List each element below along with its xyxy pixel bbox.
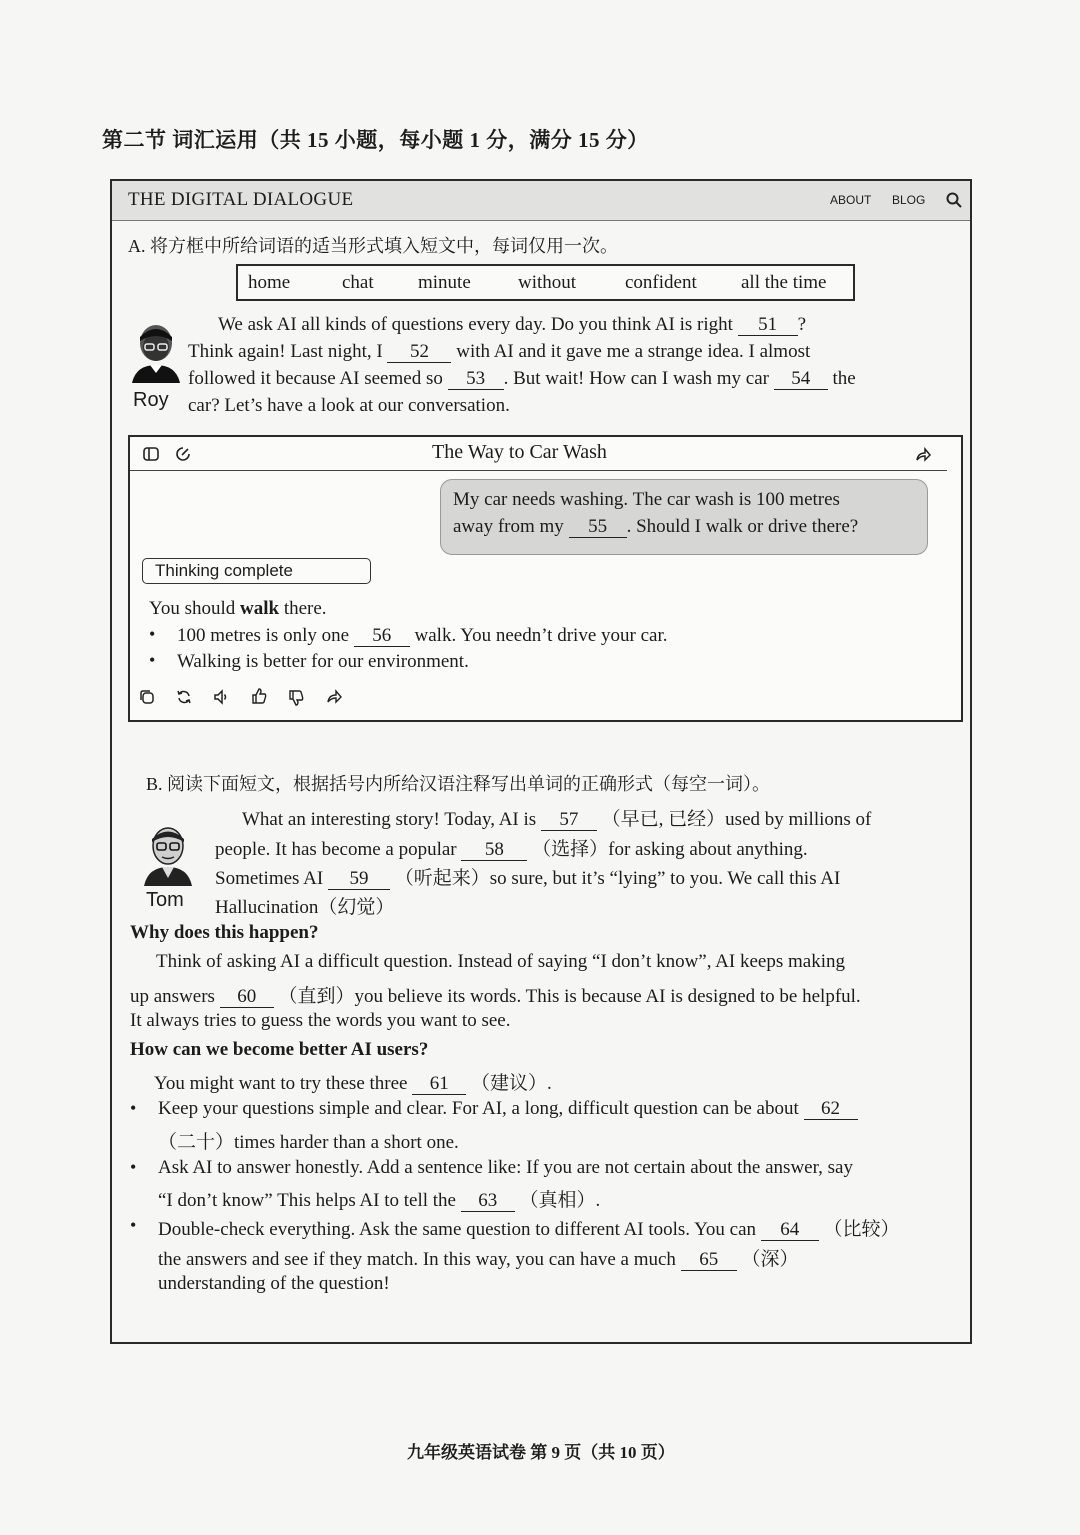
tom-avatar	[140, 822, 196, 888]
answer-blank[interactable]: 60	[220, 987, 274, 1008]
copy-icon[interactable]	[138, 688, 156, 706]
chat-title: The Way to Car Wash	[432, 441, 607, 463]
part-b-para1-line4: Hallucination（幻觉）	[215, 897, 395, 918]
bullet-dot: •	[130, 1157, 137, 1177]
word-bank-item: all the time	[741, 272, 827, 293]
part-b-para1-line2: people. It has become a popular 58 （选择）for asking about anything.	[215, 839, 808, 860]
answer-blank[interactable]: 56	[354, 626, 410, 647]
tip-1-line-2: （二十）times harder than a short one.	[158, 1132, 459, 1153]
thumbs-down-icon[interactable]	[287, 689, 305, 707]
answer-blank[interactable]: 61	[412, 1074, 466, 1095]
heading-how: How can we become better AI users?	[130, 1039, 429, 1060]
word-bank-item: without	[518, 272, 577, 293]
part-a-line-1: We ask AI all kinds of questions every day. Do you think AI is right 51 ?	[218, 314, 807, 335]
blog-header	[112, 181, 970, 221]
part-b-para2-line3: It always tries to guess the words you want to see.	[130, 1010, 511, 1031]
answer-blank[interactable]: 52	[387, 342, 451, 363]
user-message-bubble	[440, 479, 928, 555]
answer-blank[interactable]: 54	[774, 369, 828, 390]
bullet-dot: •	[130, 1098, 137, 1118]
bullet-dot: •	[149, 624, 156, 644]
sidebar-toggle-icon[interactable]	[142, 445, 160, 463]
roy-avatar	[130, 319, 182, 385]
regenerate-icon[interactable]	[175, 688, 193, 706]
answer-blank[interactable]: 65	[681, 1250, 737, 1271]
answer-blank[interactable]: 63	[461, 1191, 515, 1212]
speaker-icon[interactable]	[212, 688, 230, 706]
answer-blank[interactable]: 57	[541, 810, 597, 831]
answer-blank[interactable]: 53	[448, 369, 504, 390]
new-chat-icon[interactable]	[174, 445, 192, 463]
ai-reply-bullet-2: Walking is better for our environment.	[177, 651, 469, 672]
heading-why: Why does this happen?	[130, 922, 319, 943]
answer-blank[interactable]: 58	[461, 840, 527, 861]
part-b-para2-line1: Think of asking AI a difficult question. Instead of saying “I don’t know”, AI keeps making	[156, 951, 845, 972]
part-a-line-2: Think again! Last night, I 52 with AI and it gave me a strange idea. I almost	[188, 341, 811, 362]
roy-name: Roy	[133, 389, 169, 411]
word-bank-item: minute	[418, 272, 471, 293]
answer-blank[interactable]: 59	[328, 869, 390, 890]
page-footer: 九年级英语试卷 第 9 页（共 10 页）	[407, 1443, 675, 1462]
part-a-line-3: followed it because AI seemed so 53 . But wait! How can I wash my car 54 the	[188, 368, 856, 389]
answer-blank[interactable]: 55	[569, 517, 627, 538]
word-bank	[236, 264, 855, 301]
blog-panel	[110, 179, 972, 1344]
tip-2-line-1: Ask AI to answer honestly. Add a sentence like: If you are not certain about the answer, say	[158, 1157, 853, 1178]
part-b-para2-line2: up answers 60 （直到）you believe its words. This is because AI is designed to be helpful.	[130, 986, 861, 1007]
tip-3-line-2: the answers and see if they match. In this way, you can have a much 65 （深）	[158, 1249, 799, 1270]
bullet-dot: •	[149, 650, 156, 670]
nav-blog-link[interactable]: BLOG	[892, 193, 926, 207]
word-bank-item: home	[248, 272, 291, 293]
ai-reply-bullet-1: 100 metres is only one 56 walk. You needn’t drive your car.	[177, 625, 668, 646]
part-a-line-4: car? Let’s have a look at our conversation.	[188, 395, 510, 416]
ai-reply-line: You should walk there.	[149, 598, 327, 619]
part-b-para1-line3: Sometimes AI 59 （听起来）so sure, but it’s “lying” to you. We call this AI	[215, 868, 841, 889]
user-message-line-1: My car needs washing. The car wash is 100 metres	[453, 489, 840, 510]
user-message-line-2: away from my 55 . Should I walk or drive there?	[453, 516, 859, 537]
chat-header	[130, 437, 947, 471]
answer-blank[interactable]: 64	[761, 1220, 819, 1241]
word-bank-item: confident	[625, 272, 697, 293]
part-a-instruction: A. 将方框中所给词语的适当形式填入短文中，每词仅用一次。	[128, 236, 618, 256]
part-b-para3: You might want to try these three 61 （建议）.	[154, 1073, 552, 1094]
tom-name: Tom	[146, 889, 184, 911]
section-title: 第二节 词汇运用（共 15 小题，每小题 1 分，满分 15 分）	[102, 128, 649, 152]
chat-window	[128, 435, 963, 722]
tip-1-line-1: Keep your questions simple and clear. For AI, a long, difficult question can be about 62	[158, 1098, 858, 1120]
answer-blank[interactable]: 51	[738, 315, 798, 336]
thumbs-up-icon[interactable]	[250, 687, 268, 705]
share-icon[interactable]	[914, 446, 932, 464]
nav-about-link[interactable]: ABOUT	[830, 193, 872, 207]
tip-2-line-2: “I don’t know” This helps AI to tell the 63 （真相）.	[158, 1190, 601, 1211]
search-icon[interactable]	[945, 191, 963, 209]
answer-blank[interactable]: 62	[804, 1099, 858, 1120]
part-b-instruction: B. 阅读下面短文，根据括号内所给汉语注释写出单词的正确形式（每空一词）。	[146, 774, 771, 794]
word-bank-item: chat	[342, 272, 374, 293]
part-b-para1-line1: What an interesting story! Today, AI is 57 （早已, 已经）used by millions of	[242, 809, 872, 830]
site-title[interactable]: THE DIGITAL DIALOGUE	[128, 189, 354, 210]
tip-3-line-1: Double-check everything. Ask the same question to different AI tools. You can 64 （比较）	[158, 1219, 900, 1240]
share-reply-icon[interactable]	[325, 688, 343, 706]
bullet-dot: •	[130, 1215, 137, 1235]
tip-3-line-3: understanding of the question!	[158, 1273, 390, 1294]
thinking-status-pill[interactable]: Thinking complete	[142, 558, 371, 584]
